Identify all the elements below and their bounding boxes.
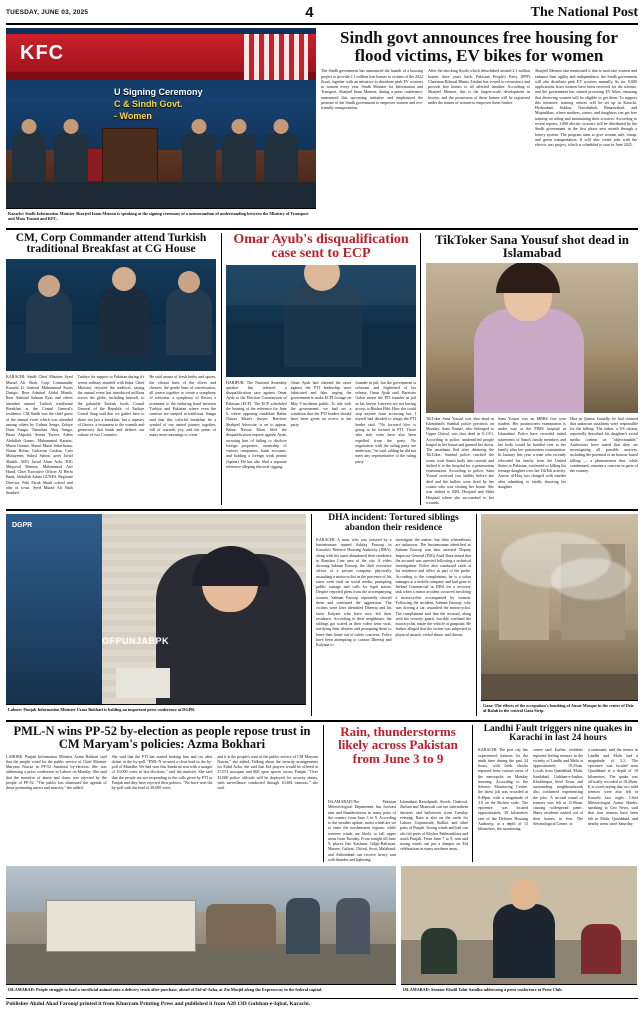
publication-date: TUESDAY, JUNE 03, 2025 [6,9,89,16]
animal-photo-block [6,866,396,994]
dha-column-2: investigate the matter, but their whereabouts are unknown. The businessman identified as Salman Farooqi was later arrested. Deputy Inspector General (DIG) Asad Raza stated that the accused was arrested following a technical investigation. Police also conducted raids at his residence and office as part of the probe. According to the complainant, he is a salon manager at a mobile company and had gone to Ittehad Commercial in DHA for a recovery task when a minor accident occurred involving a motorcyclist accompanied by women. Following the incident, Salman Farooqi, who was driving a car, assaulted the motorcyclist. The complainant said that the accused, along with his security guard, forcibly confined the motorcyclist inside the vehicle at gunpoint. He further alleged that the victim was subjected to physical assault, verbal abuse, and threats. [395,536,471,637]
landhi-column-3: a statement, said the tremor in Landhi and Malir had a magnitude of 3.2. The epicentre was located near Quaidabad at a depth of 10 kilometres. The quake was officially recorded at 10:29am. It is worth noting that two mild tremors were also felt in Karachi last night. Chief Meteorologist Aamir Haider, speaking to Geo News, said that four tremors have been felt in Malir, Quaidabad, and nearby areas since Saturday. [588,747,638,827]
page-number: 4 [305,4,314,21]
table-front [6,182,316,208]
rain-columns [328,799,468,862]
sana-yousuf-photo [426,263,638,413]
sandhu-photo-caption: ISLAMABAD: Senator Khalil Tahir Sandhu addressing a press conference at Press Club. [401,984,637,994]
cm-column-1: KARACHI: Sindh Chief Minister Syed Murad Ali Shah, Corp Commander Karachi Lt General Muhammad Awais Dastgir, Rear Admiral Abdul Munib, Rear Admiral Salman Ilyas and others attended annual Turkish traditional Breakfast at the Consul General's residence. CM Sindh was the chief guest of the annual event which was attended among others by Gulnaz Senga, Zekiye Duru Sungu, Timurhan Abuj Sungu, Basra Akpolat, Sertan Yuceer, Adem Abdullah Gunes, Muhammed Karatas, Murat Ozmen, Ahmet Murat Sekerlioma, Nazan Bolun, Gulcecan Coskun, Cem Muluyener, Suhisl Sabira, azret Javad Shaikh, ADG Javad Alam Azhr, DIG Maqsood Memon, Muhammad Arif Hanif, Chief Executive Officer Al Herfa Bank, Abdullah Adam GUNES, Regional Director, Paki Faruk Shatif school and othr of town. Syed Murad Ali Shah thanked [6,374,73,496]
seated-person [54,132,88,184]
sandhu-press-photo [401,866,637,984]
kfc-logo: KFC [20,42,65,64]
kfc-mou-photo [6,28,316,208]
decorative-stripes [244,34,308,80]
rain-story [323,725,473,863]
rain-column-2: Islamabad, Rawalpindi, Attock, Chakwal, Jhelum and Mianwali can see intermittent showers and hailstorms from Tuesday evening. Rain is also on the cards for Lahore, Gujranwala, Sialkot, and other parts of Punjab. Strong winds and hail can also hit parts of Khyber Pakhtunkhwa and south Punjab. From June 7 to 9, rain and strong winds can put a damper on Eid celebrations in many northern areas. [400,799,468,852]
fourth-band [6,720,638,863]
banner-text [114,86,304,122]
page-footer: Publisher Abdul Ahad Farooqi printed it from Khurram Printing Press and published it from A28 13D Gulshan-e-Iqbal, Karachi. [6,998,638,1007]
photo-overlay-text: OFPUNJABPK [102,636,170,647]
top-photo-block [6,28,316,224]
top-block [6,28,638,224]
cm-columns [6,374,216,495]
lead-columns [321,68,637,147]
omar-column-1: HARIPUR: The National Assembly speaker has referred a disqualification case against Omar Ayub to the Election Commission of Pakistan (ECP). The ECP scheduled the hearing of the reference for June 6, where opposing candidate Babur Nawaz Khan's lawyer, Barrister Shahjeel Advocate, is set to appear. Babur Nawaz Khan filed the disqualification request against Ayub, accusing him of failing to disclose foreign properties, ownership of various companies, bank accounts, and holding a foreign work permit (Iqama). He has also filed a separate reference alleging electoral rigging. [226,379,287,469]
omar-headline: Omar Ayub's disqualification case sent to ECP [233,231,409,262]
seated-person [12,132,46,184]
bottom-photo-band [6,866,638,994]
pmln-story [6,725,318,863]
tiktok-column-1: TikToker Sana Yousuf was shot dead in Islamabad's Sumbal police precincts on Monday. Sana Yousaf, who belonged to Upper Chitral, was shot dead in G-13/1, According to police, unidentified people barged in her house and gunned her down. The assailants fled after detaining the TikToker. Sumbal police reached the scene, took Sana's body into custody and shifted it to the hospital for a postmortem examination. According to police, Sana Yousuf received two bullets before she died and the bullets were fired by her cousin who was visiting her house. She was shifted to KRL Hospital and Shifa Hospital where she succumbed to her wounds. [426,415,494,505]
tiktok-headline: TikToker Sana Yousuf shot dead in Islamabad [434,231,629,261]
lead-story [321,28,637,224]
publication-title: The National Post [530,4,638,20]
animal-photo-caption: ISLAMABAD: People struggle to load a sacrificial animal onto a delivery truck after purchase, ahead of Eid-ul-Azha, at Zia Masjid along the Expressway in the federal capital. [6,984,396,994]
cm-column-3: He said aroma of fresh herbs and spices, the vibrant hues of the olives and cheeses, the gentle hum of conversation, all weave together to create a symphony of welcome, a symphony of flavors a testament to the enduring bond between Turkiye and Pakistan where even the sunrises are steeped in traditions. Sungu said that this colorful breakfast be a symbol of our united journey together, full of warmth, joy, and the poem of many more mornings to come. [149,374,217,438]
dha-headline: DHA incident: Tortured siblings abandon their residence [328,513,459,533]
seated-person [264,132,298,184]
dha-story [311,514,471,716]
uzma-photo-caption: Lahore: Punjab Information Minister Uzma Bukhari is holding an important press conference at DGPR. [6,704,306,714]
landhi-story [478,725,638,863]
landhi-column-2: centre said. Earlier, residents reported feeling tremors in the vicinity of Landhi and Malir at approximately 10:25am. Locals from Quaidabad, Malir, Saudabad, Gulshan-e-Jauhar, Khokhrapar, Steel Town, and surrounding neighbourhoods also confirmed experiencing the jolts. A second round of tremors was felt at 11:06am, causing widespread panic. Many residents rushed out of their homes in fear. The Seismological Centre, in [533,747,583,827]
cm-headline: CM, Corp Commander attend Turkish traditional Breakfast at CG House [15,231,207,256]
gaza-mosque-photo [481,514,638,700]
banner-line-2: C & Sindh Govt. [114,99,183,110]
third-band [6,509,638,716]
gaza-photo-caption: Gaza: The effects of the occupation's bombing of Ansar Mosque in the center of Deir al-Balah in the central Gaza Strip. [481,700,638,716]
tiktok-story [426,233,638,506]
pmln-column-2: She said that the PTI has started making fuss and cry after defeat in the by-poll. "PML-N secured a clear lead in the by-poll of Muridke. We had won this Sambrial seat with a margin of 10,000 votes in last elections," said the minister. She said that the people are not responding to the calls given by PTI in Punjab and they have rejected their politics. "We have won the by-poll with the lead of 38,000 votes [111,753,213,791]
cm-breakfast-photo [6,259,216,371]
pmln-headline: PML-N wins PP-52 by-election as people repose trust in CM Maryam's policies: Azma Bokhari [13,723,311,751]
photo-caption: Karachi: Sindh Information Minister Sharjeel Inam Memon is speaking at the signing ceremony of a memorandum of understanding between the Ministry of Transport and Mass Transit and KFC. [6,208,316,224]
omar-story [221,233,421,506]
uzma-bukhari-photo: DGPR OFPUNJABPK [6,514,306,704]
lead-headline: Sindh govt announces free housing for flood victims, EV bikes for women [340,28,618,65]
banner-line-3: - Women [114,111,152,122]
omar-column-2: Omar Ayub had claimed the cases against the PTI leadership were fabricated and fake, urging the government to make ECPI footage on May 9 incidents public. To tide with the government, we had set a condition that the PTI leaders should have been given an access to the party [290,379,352,427]
tiktok-column-3: Hira in Quetta. Initially, he had claimed that unknown assailants were responsible for the killing. The father, a US citizen, reportedly described his daughter's social media content as "objectionable." Authorities have stated that they are investigating all possible motives, including the potential of an honour-based killing — a phenomenon that, while condemned, remains a concern in parts of the country. [570,415,638,474]
gaza-photo-block [476,514,638,716]
omar-columns [226,380,416,470]
masthead [6,4,638,25]
dha-column-1: KARACHI: A man, who was tortured by a businessman named Ashfaq Farooqi in Karachi's Defence Housing Authority (DHA), along with his sister abandoned their residence in Ranchor Line area of the city. A video showing Salman Farooqi, the chief executive officer of a private company, physically assaulting a motorcyclist in the precence of his sister went viral on social media, prompting public outrage and calls for legal action. Despite reported pleas from the accompanying women, Salman Farooqi repeatedly shoved them and continued the aggression. The victims were later identified Dheeraj and his sister Kalyani who have now left their residence. According to their neighbours, the siblings got scared as their video went viral, terrifying their distress and prompting them to leave their home out of safety concerns. Police have been attempting to contact Dheeraj and Kalyana to [316,536,392,648]
landhi-headline: Landhi Fault triggers nine quakes in Karachi in last 24 hours [483,723,633,744]
rain-headline: Rain, thunderstorms likely across Pakistan from June 3 to 9 [338,723,458,766]
landhi-column-1: KARACHI: The port city has experienced tremors for the ninth time during the past 24 hours, with fresh shocks reported from various areas of the metropolis on Monday morning. According to the Seismic Monitoring Centre, the latest jolt was recorded at 8:49pm, with a magnitude of 3.0 on the Richter scale. The epicentre was located approximately 30 kilometres east of the Defence Housing Authority, at a depth of 13 kilometres, the monitoring [478,747,528,832]
dha-columns [316,537,471,648]
seated-person [222,132,256,184]
sandhu-photo-block [401,866,637,994]
banner-line-1: U Signing Ceremony [114,87,203,97]
tiktok-columns [426,416,638,506]
lead-column-3: Sharjeel Memon also mentioned it that to motivate women and enhance their agility and independence, the Sindh government will also distribute pink EV scooters annually. So far, 8,000 applications from women have been received for the scheme, and the government has started procuring EV bikes, ensuring that deserving women will be eligible to get them. To support this initiative, training centres will be set up in Karachi, Hyderabad, Sukkur, Nawabshah, Benazirabad, and Mirpurkhas, where mothers, sisters, and daughters can get free training on riding and maintaining their scooters. According to recent reports, 1,000 electric scooters will be distributed by the Sindh government in the first phase next month through a lottery system. The program aims to give women safe, cheap, and green transportation. It will also create jobs with the electric taxi project, which is scheduled to start in June 2025. [535,68,637,148]
tiktok-column-2: Sana Yousaf was an MBBS first year student. Her postmortem examination is under way at the PIMS hospital in Islamabad. Police have recorded initial statements of Sana's family members and her body would be handed over to her family after her postmortem examination. In January this year, a man who recently relocated his family from the United States to Pakistan, confessed to killing his teenage daughter over her TikTok activity. Anwar ul-Haq was charged with murder after admitting to fatally shooting his daughter [498,415,566,489]
landhi-columns [478,747,638,831]
lead-column-2: After the shocking floods which demolished around 2.1 million homes three years back, Pakistan People's Party (PPP) Chairman Bilawal Bhutto Zardari has vowed to reconstruct and provide free homes to all affected families. According to Sharjeel Memon, this is the largest-scale development in history, and the possession of these homes will be registered under the names of women to empower them further. [428,68,530,105]
lead-column-1: The Sindh government has announced the launch of a housing project to provide 2.1 million free homes to victims of the 2022 flood, together with an initiative to distribute pink EV scooters to women every year. Sindh Minister for Information and Transport, Sharjeel Inam Memon, during a press conference, announced this upcoming initiative and emphasised the promise of the Sindh government to empower women and eco-friendly transportation. [321,68,423,111]
cm-story [6,233,216,506]
omar-column-3: founder in jail, but the government is reluctant and frightened of his release, Omar Ayub said. Barrister Gohar meets the PTI founder in jail as his lawyer Lawyers are not having access to Bushra Bibi. How she could stop anyone from accessing her, I myself had decided to resign the PTI leader said. "No forward bloc is going to be formed in PTI. Those who side votes have also been expelled from the party. No negotiation with the ruling party are underway," he said, adding he did not meet any representative of the ruling party. [355,379,417,464]
cm-column-2: Tarkiye for support to Pakistan during it's recent military standoff with India. Chief Minister, rejoiced the tradition, saying the annual event has introduced millions across the globe, including himself, to the palatable Turkish foods. Consul General of the Republic of Turkiye Cemal Sang said that we gather here to share not just a breakfast, but a tapestry of flavors, a testament to the warmth and generosity that binds and defines our culture of two Countries. [77,374,145,438]
pmln-column-1: LAHORE: Punjab Information Minister Azma Bokhari said that the people voted for the public service of Chief Minister Maryam Nawaz in PP-52 Sambrial by-election. She was addressing a press conference in Lahore on Monday. She said that the narrative of abuse and chaos was rejected by the people of PP-52. "The public has dismissed the agenda of those promoting unrest and anarchy," she added. [6,753,107,791]
podium [102,128,158,184]
pmln-column-3: and it is the people's trust in the public service of CM Maryam Nawaz," she added, Talking about the security arrangements for Eidul Azha, she said that Eid prayers would be offered at 27,074 mosques and 800 open spaces across Punjab. "Over 43,000 police officials will be deployed for security duties, with surveillance conducted through 10,484 cameras," she said. [217,753,319,791]
uzma-photo-block [6,514,306,716]
second-band [6,228,638,506]
rain-column-1: ISLAMABAD:The Pakistan Meteorological Department has forecast rain and thunderstorms in many parts of the country from June 3 to 9. According to the weather update, moist winds are set to enter the northeastern regions, while western winds are likely to fall upper areas from Tuesday. From tonight till June 9, places like Kashmir, Gilgit-Baltistan, Murree, Galiyat, Chitral, Swat, Malakand, and Abbottabad can receive heavy rain with thunder and lightning. [328,799,396,863]
omar-ayub-photo [226,265,416,377]
seated-person [182,132,216,184]
sacrificial-animal-photo [6,866,396,984]
pmln-columns [6,754,318,791]
